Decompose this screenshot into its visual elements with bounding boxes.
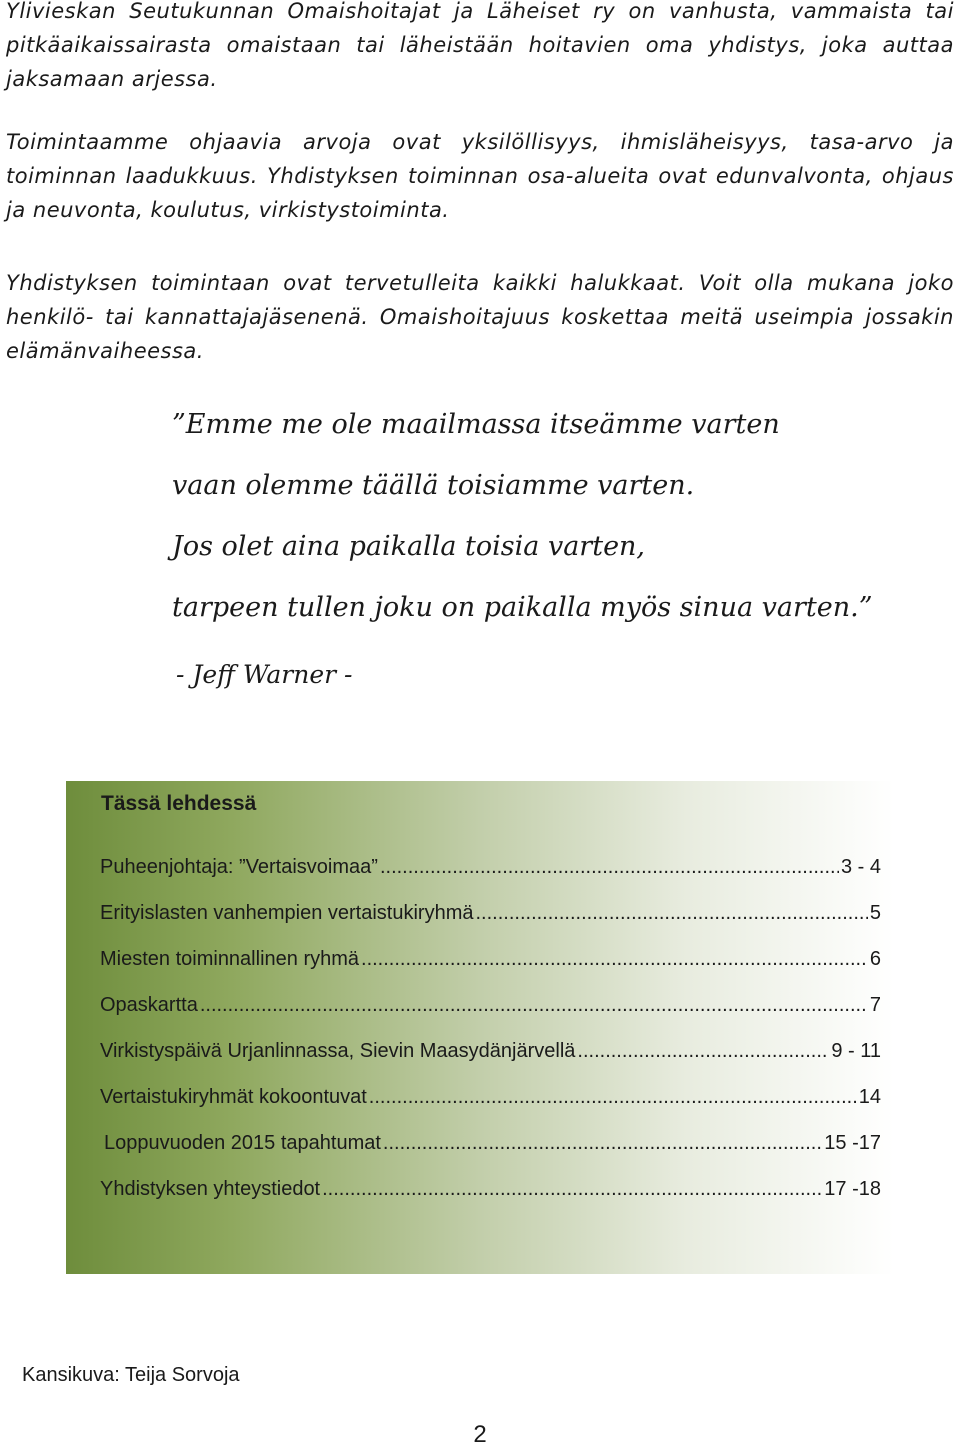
toc-item xyxy=(100,852,881,898)
toc-item xyxy=(100,1174,881,1220)
toc-item-page: 5 xyxy=(869,902,881,924)
toc-item xyxy=(100,944,881,990)
quote-line-1: ”Emme me ole maailmassa itseämme varten xyxy=(172,409,780,440)
toc-item-page: 15 -17 xyxy=(824,1132,881,1154)
toc-item-label: Erityislasten vanhempien vertaistukiryhmä xyxy=(100,902,474,924)
toc-item xyxy=(100,1036,881,1082)
intro-paragraph-2: Toimintaamme ohjaavia arvoja ovat yksilöllisyys, ihmisläheisyys, tasa-arvo ja toiminnan laadukkuus. Yhdistyksen toiminnan osa-alueita ovat edunvalvonta, ohjaus ja neuvonta, koulutus, virkistystoiminta. xyxy=(6,130,954,222)
toc-item-label: Puheenjohtaja: ”Vertaisvoimaa” xyxy=(100,856,378,878)
quote-line-2: vaan olemme täällä toisiamme varten. xyxy=(172,470,695,501)
toc-leader-dots xyxy=(369,1082,857,1112)
toc-item-page: 3 - 4 xyxy=(840,856,881,878)
cover-photo-credit: Kansikuva: Teija Sorvoja xyxy=(22,1364,240,1386)
toc-leader-dots xyxy=(577,1036,829,1066)
toc-item xyxy=(100,1082,881,1128)
toc-item xyxy=(100,1128,881,1174)
table-of-contents xyxy=(66,781,894,1274)
toc-item-label: Opaskartta xyxy=(100,994,198,1016)
quote-line-4: tarpeen tullen joku on paikalla myös sinua varten.” xyxy=(172,592,873,623)
toc-item-page: 9 - 11 xyxy=(831,1040,881,1062)
toc-leader-dots xyxy=(476,898,868,928)
toc-leader-dots xyxy=(322,1174,822,1204)
toc-list xyxy=(100,852,881,1220)
toc-leader-dots xyxy=(361,944,868,974)
quote-author: - Jeff Warner - xyxy=(176,660,353,689)
toc-item-label: Vertaistukiryhmät kokoontuvat xyxy=(100,1086,367,1108)
toc-title: Tässä lehdessä xyxy=(101,792,257,815)
toc-item-label: Yhdistyksen yhteystiedot xyxy=(100,1178,321,1200)
toc-item xyxy=(100,898,881,944)
toc-item-label: Loppuvuoden 2015 tapahtumat xyxy=(104,1132,381,1154)
page-number: 2 xyxy=(473,1421,487,1448)
toc-item-page: 14 xyxy=(858,1086,881,1108)
intro-paragraph-1: Ylivieskan Seutukunnan Omaishoitajat ja Läheiset ry on vanhusta, vammaista tai pitkäaikaissairasta omaistaan tai läheistään hoitavien oma yhdistys, joka auttaa jaksamaan arjessa. xyxy=(6,0,954,91)
toc-item-page: 7 xyxy=(869,994,881,1016)
toc-item-label: Miesten toiminnallinen ryhmä xyxy=(100,948,360,970)
toc-leader-dots xyxy=(200,990,868,1020)
toc-item-label: Virkistyspäivä Urjanlinnassa, Sievin Maasydänjärvellä xyxy=(100,1040,576,1062)
quote xyxy=(172,394,892,638)
intro-paragraph-3: Yhdistyksen toimintaan ovat tervetulleita kaikki halukkaat. Voit olla mukana joko henkilö- tai kannattajajäsenenä. Omaishoitajuus koskettaa meitä useimpia jossakin elämänvaiheessa. xyxy=(6,271,954,363)
quote-line-3: Jos olet aina paikalla toisia varten, xyxy=(172,531,646,562)
toc-item xyxy=(100,990,881,1036)
toc-leader-dots xyxy=(380,852,839,882)
toc-item-page: 6 xyxy=(869,948,881,970)
toc-item-page: 17 -18 xyxy=(824,1178,881,1200)
toc-leader-dots xyxy=(383,1128,822,1158)
